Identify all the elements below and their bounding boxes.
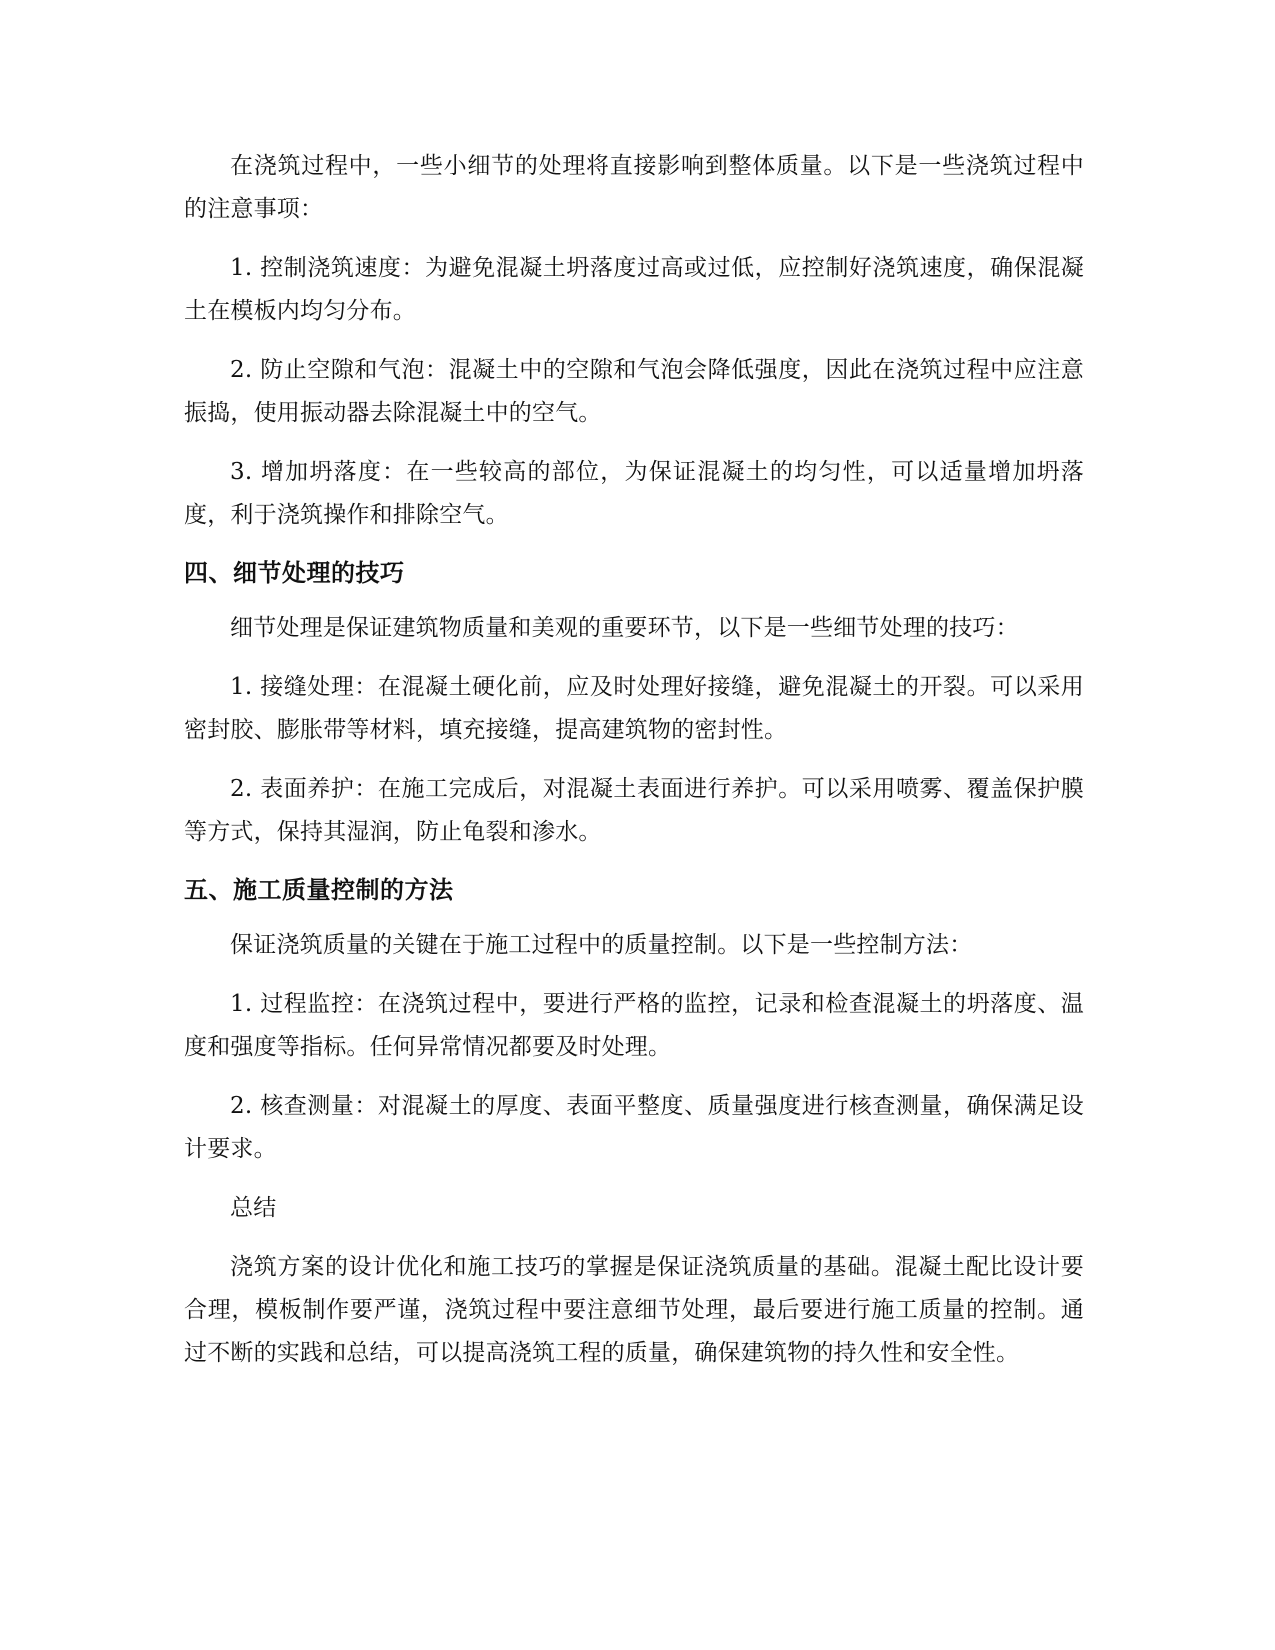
tip-2-surface-curing: 2. 表面养护：在施工完成后，对混凝土表面进行养护。可以采用喷雾、覆盖保护膜等方式，保持其湿润，防止龟裂和渗水。: [184, 776, 1084, 845]
note-1-control-speed: 1. 控制浇筑速度：为避免混凝土坍落度过高或过低，应控制好浇筑速度，确保混凝土在模板内均匀分布。: [184, 255, 1084, 324]
section-5-heading: 五、施工质量控制的方法: [184, 876, 454, 904]
method-1-process-monitoring: 1. 过程监控：在浇筑过程中，要进行严格的监控，记录和检查混凝土的坍落度、温度和强度等指标。任何异常情况都要及时处理。: [184, 991, 1084, 1060]
summary-text: 浇筑方案的设计优化和施工技巧的掌握是保证浇筑质量的基础。混凝土配比设计要合理，模板制作要严谨，浇筑过程中要注意细节处理，最后要进行施工质量的控制。通过不断的实践和总结，可以提高浇筑工程的质量，确保建筑物的持久性和安全性。: [184, 1254, 1084, 1366]
method-2-inspection: 2. 核查测量：对混凝土的厚度、表面平整度、质量强度进行核查测量，确保满足设计要求。: [184, 1093, 1084, 1162]
section-5-intro: 保证浇筑质量的关键在于施工过程中的质量控制。以下是一些控制方法：: [230, 932, 973, 958]
intro-pouring-notes: 在浇筑过程中，一些小细节的处理将直接影响到整体质量。以下是一些浇筑过程中的注意事项：: [184, 153, 1084, 222]
section-4-intro: 细节处理是保证建筑物质量和美观的重要环节，以下是一些细节处理的技巧：: [230, 615, 1019, 641]
note-3-increase-slump: 3. 增加坍落度：在一些较高的部位，为保证混凝土的均匀性，可以适量增加坍落度，利于浇筑操作和排除空气。: [184, 459, 1084, 528]
section-4-heading: 四、细节处理的技巧: [184, 559, 405, 587]
note-2-prevent-voids: 2. 防止空隙和气泡：混凝土中的空隙和气泡会降低强度，因此在浇筑过程中应注意振捣，使用振动器去除混凝土中的空气。: [184, 357, 1084, 426]
document-body: [184, 145, 1084, 1391]
summary-label: 总结: [230, 1195, 277, 1221]
tip-1-joint-treatment: 1. 接缝处理：在混凝土硬化前，应及时处理好接缝，避免混凝土的开裂。可以采用密封胶、膨胀带等材料，填充接缝，提高建筑物的密封性。: [184, 674, 1084, 743]
